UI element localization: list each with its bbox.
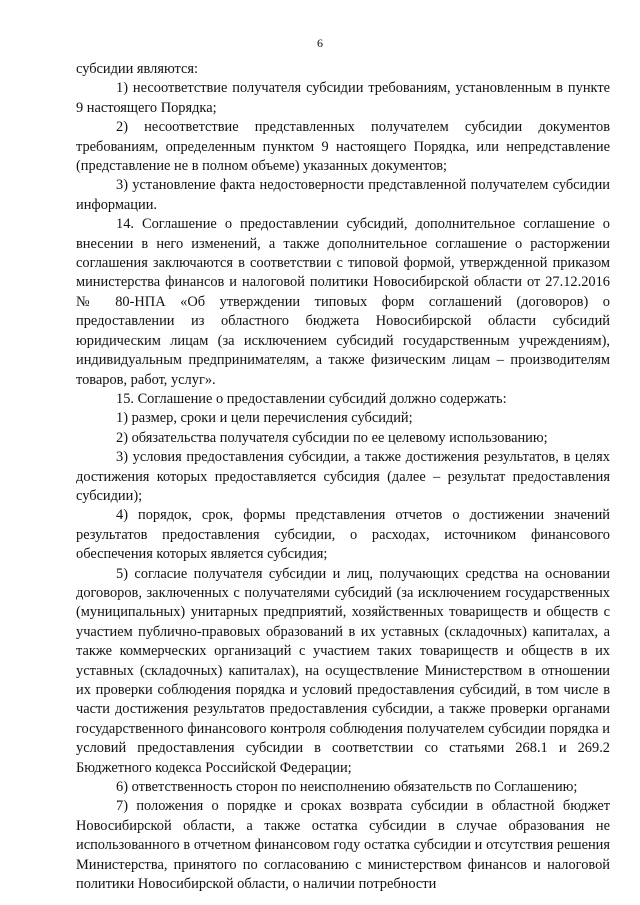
- paragraph-15-item-4: 4) порядок, срок, формы представления отчетов о достижении значений результатов предоставления субсидии, о расходах, источником финансового обеспечения которых является субсидия;: [76, 507, 610, 563]
- paragraph-lead: субсидии являются:: [76, 61, 198, 77]
- paragraph-section-15: 15. Соглашение о предоставлении субсидий должно содержать:: [116, 390, 507, 407]
- paragraph-item-3: 3) установление факта недостоверности представленной получателем субсидии информации.: [76, 177, 610, 213]
- paragraph-item-1: 1) несоответствие получателя субсидии требованиям, установленным в пункте 9 настоящего Порядка;: [76, 80, 610, 116]
- document-body: [76, 60, 610, 894]
- paragraph-15-item-7: 7) положения о порядке и сроках возврата субсидии в областной бюджет Новосибирской области, а также остатка субсидии в случае образования не использованного в отчетном финансовом году остатка субсидии и отсутствия решения Министерства, принятого по согласованию с министерством финансов и налоговой политики Новосибирской области, о наличии потребности: [76, 798, 610, 893]
- paragraph-15-item-5: 5) согласие получателя субсидии и лиц, получающих средства на основании договоров, заключенных с получателями субсидий (за исключением государственных (муниципальных) унитарных предприятий, хозяйственных товариществ и обществ с участием публично-правовых образований в их уставных (складочных) капиталах, а также коммерческих организаций с участием таких товариществ и обществ в их уставных (складочных) капиталах), на осуществление Министерством в отношении их проверки соблюдения порядка и условий предоставления субсидий, в том числе в части достижения результатов предоставления субсидии, а также проверки органами государственного финансового контроля соблюдения получателем субсидии порядка и условий предоставления субсидии в соответствии со статьями 268.1 и 269.2 Бюджетного кодекса Российской Федерации;: [76, 565, 610, 776]
- paragraph-item-2: 2) несоответствие представленных получателем субсидии документов требованиям, определенным пунктом 9 настоящего Порядка, или непредставление (представление не в полном объеме) указанных документов;: [76, 119, 610, 175]
- paragraph-15-item-3: 3) условия предоставления субсидии, а также достижения результатов, в целях достижения которых предоставляется субсидия (далее – результат предоставления субсидии);: [76, 449, 610, 504]
- page-number: 6: [317, 36, 323, 50]
- paragraph-section-14: 14. Соглашение о предоставлении субсидий, дополнительное соглашение о внесении в него изменений, а также дополнительное соглашение о расторжении соглашения заключаются в соответствии с типовой формой, утвержденной приказом министерства финансов и налоговой политики Новосибирской области от 27.12.2016 № 80-НПА «Об утверждении типовых форм соглашений (договоров) о предоставлении из областного бюджета Новосибирской области субсидий юридическим лицам (за исключением субсидий государственным учреждениям), индивидуальным предпринимателям, а также физическим лицам – производителям товаров, работ, услуг».: [76, 216, 610, 388]
- paragraph-15-item-6: 6) ответственность сторон по неисполнению обязательств по Соглашению;: [116, 779, 578, 796]
- paragraph-15-item-2: 2) обязательства получателя субсидии по ее целевому использованию;: [116, 429, 548, 446]
- paragraph-15-item-1: 1) размер, сроки и цели перечисления субсидий;: [116, 410, 413, 427]
